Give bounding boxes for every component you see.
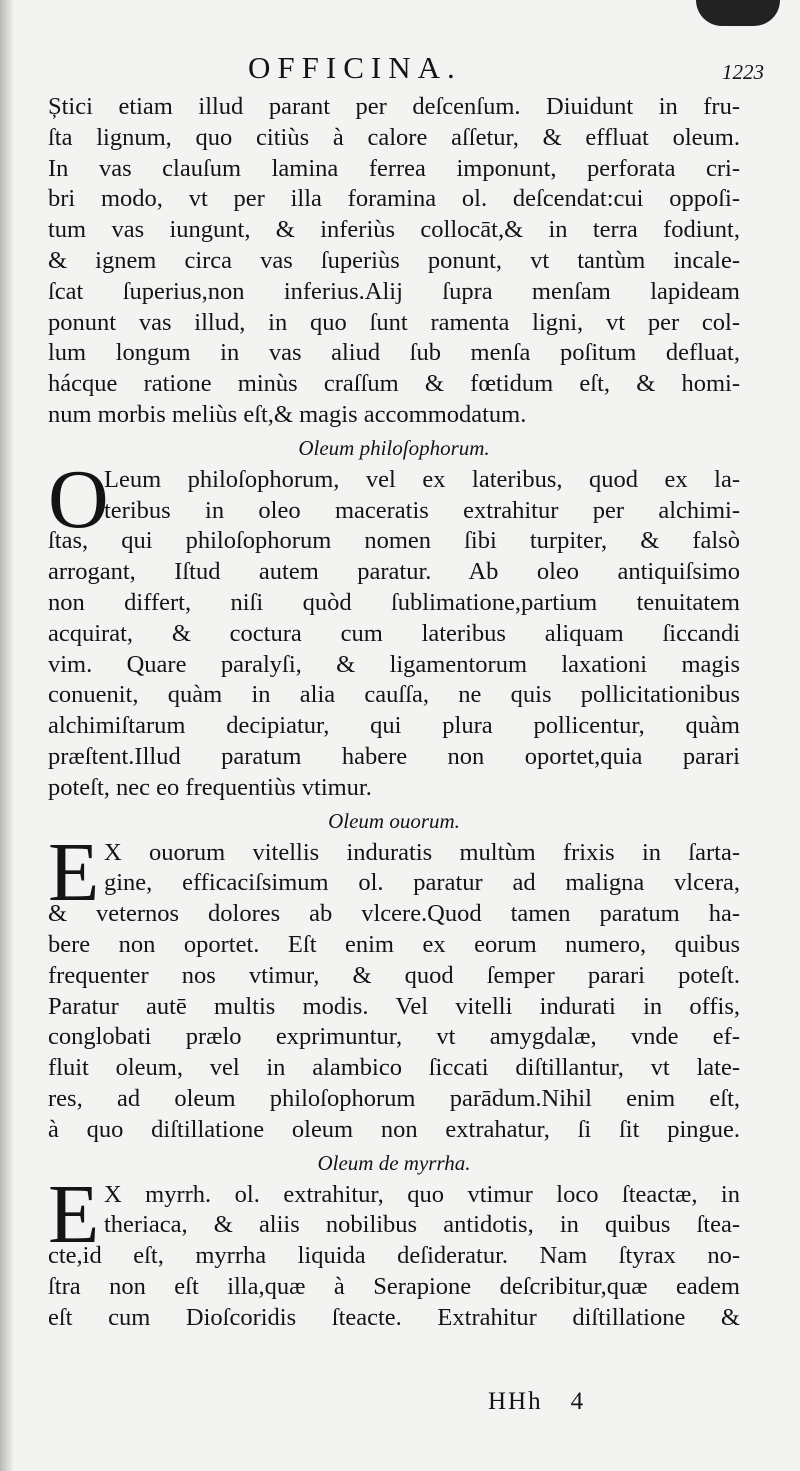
text-line: res, ad oleum philoſophorum parādum.Nihil enim eſt,	[48, 1084, 740, 1112]
text-line: præſtent.Illud paratum habere non oportet,quia parari	[48, 742, 740, 770]
text-line: Știci etiam illud parant per deſcenſum. Diuidunt in fru-	[48, 93, 740, 120]
text-line: X myrrh. ol. extrahitur, quo vtimur loco ſteactæ, in	[104, 1180, 740, 1208]
text-line: non differt, niſi quòd ſublimatione,partium tenuitatem	[48, 588, 740, 616]
text-line: ſta lignum, quo citiùs à calore aſſetur, & effluat oleum.	[48, 123, 740, 151]
text-line: ſtra non eſt illa,quæ à Serapione deſcribitur,quæ eadem	[48, 1272, 740, 1300]
text-line: In vas clauſum lamina ferrea imponunt, perforata cri-	[48, 154, 740, 182]
text-line: eſt cum Dioſcoridis ſteacte. Extrahitur diſtillatione &	[48, 1303, 740, 1331]
text-line: à quo diſtillatione oleum non extrahatur, ſi ſit pingue.	[48, 1115, 740, 1143]
section-paragraph	[48, 452, 740, 804]
drop-cap: E	[48, 825, 100, 919]
text-line: cte,id eſt, myrrha liquida deſideratur. Nam ſtyrax no-	[48, 1242, 740, 1270]
section-oleum-de-myrrha	[48, 1146, 740, 1334]
page-number: 1223	[722, 60, 764, 84]
main-text	[48, 92, 740, 1333]
text-line: poteſt, nec eo frequentiùs vtimur.	[48, 773, 372, 801]
text-line: ſtas, qui philoſophorum nomen ſibi turpiter, & falsò	[48, 527, 740, 555]
running-head-title: OFFICINA.	[248, 50, 462, 85]
section-heading: Oleum philoſophorum.	[298, 435, 490, 460]
running-head	[0, 50, 800, 90]
section-heading: Oleum de myrrha.	[317, 1150, 471, 1175]
text-line: gine, efficaciſsimum ol. paratur ad maligna vlcera,	[104, 869, 740, 897]
text-line: fluit oleum, vel in alambico ſiccati diſtillantur, vt late-	[48, 1054, 740, 1082]
text-line: hácque ratione minùs craſſum & fœtidum eſt, & homi-	[48, 370, 740, 398]
signature-letters: HHh	[488, 1388, 543, 1415]
signature-number: 4	[570, 1388, 586, 1415]
text-line: frequenter nos vtimur, & quod ſemper parari poteſt.	[48, 961, 740, 989]
section-paragraph	[48, 1167, 740, 1334]
text-line: & ignem circa vas ſuperiùs ponunt, vt tantùm incale-	[48, 246, 740, 274]
signature-mark	[488, 1388, 585, 1416]
section-oleum-philosophorum	[48, 431, 740, 804]
text-line: bere non oportet. Eſt enim ex eorum numero, quibus	[48, 930, 740, 958]
text-line: ſcat ſuperius,non inferius.Alij ſupra menſam lapideam	[48, 277, 740, 305]
section-oleum-ouorum	[48, 804, 740, 1146]
text-line: ponunt vas illud, in quo ſunt ramenta ligni, vt per col-	[48, 308, 740, 336]
text-line: teribus in oleo maceratis extrahitur per alchimi-	[104, 496, 740, 524]
text-line: Paratur autē multis modis. Vel vitelli indurati in offis,	[48, 992, 740, 1020]
text-line: bri modo, vt per illa foramina ol. deſcendat:cui oppoſi-	[48, 185, 740, 213]
text-line: conglobati prælo exprimuntur, vt amygdalæ, vnde ef-	[48, 1023, 740, 1051]
drop-cap: O	[48, 452, 109, 546]
text-line: tum vas iungunt, & inferiùs collocāt,& in terra fodiunt,	[48, 216, 740, 244]
text-line: acquirat, & coctura cum lateribus aliquam ſiccandi	[48, 619, 740, 647]
scan-gutter-shadow	[0, 0, 14, 1471]
text-line: conuenit, quàm in alia cauſſa, ne quis pollicitationibus	[48, 681, 740, 709]
text-line: & veternos dolores ab vlcere.Quod tamen paratum ha-	[48, 900, 740, 928]
text-line: theriaca, & aliis nobilibus antidotis, in quibus ſtea-	[104, 1211, 740, 1239]
text-line: alchimiſtarum decipiatur, qui plura pollicentur, quàm	[48, 712, 740, 740]
text-line: X ouorum vitellis induratis multùm frixis in ſarta-	[104, 838, 740, 866]
text-line: Leum philoſophorum, vel ex lateribus, quod ex la-	[104, 465, 740, 493]
section-heading: Oleum ouorum.	[328, 808, 460, 833]
text-line: lum longum in vas aliud ſub menſa poſitum defluat,	[48, 339, 740, 367]
drop-cap: E	[48, 1167, 100, 1261]
text-line: num morbis meliùs eſt,& magis accommodatum.	[48, 400, 527, 428]
ink-blot	[696, 0, 780, 26]
section-paragraph	[48, 825, 740, 1146]
text-line: arrogant, Iſtud autem paratur. Ab oleo antiquiſsimo	[48, 558, 740, 586]
text-line: vim. Quare paralyſi, & ligamentorum laxationi magis	[48, 650, 740, 678]
opening-paragraph	[48, 92, 740, 431]
